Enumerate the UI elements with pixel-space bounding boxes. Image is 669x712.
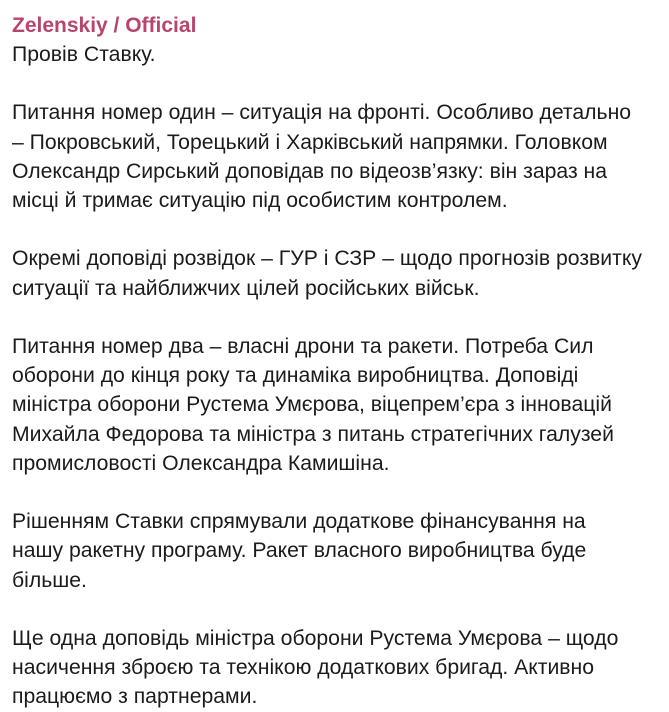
text-line: оборони до кінця року та динаміка виробництва. Доповіді: [12, 364, 579, 388]
text-line: промисловості Олександра Камишіна.: [12, 451, 390, 475]
text-line: Рішенням Ставки спрямували додаткове фінансування на: [12, 510, 586, 534]
text-line: Олександр Сирський доповідав по відеозв’язку: він зараз на: [12, 159, 608, 183]
paragraph-gap: [12, 478, 657, 507]
paragraph-4: [12, 332, 657, 478]
text-line: насичення зброєю та технікою додаткових бригад. Активно: [12, 656, 595, 680]
paragraph-1: [12, 40, 657, 69]
post-text: [12, 40, 657, 712]
text-line: більше.: [12, 568, 87, 592]
text-line: Провів Ставку.: [12, 43, 156, 66]
paragraph-5: [12, 507, 657, 595]
text-line: Михайла Федорова та міністра з питань стратегічних галузей: [12, 422, 614, 446]
text-line: Окремі доповіді розвідок – ГУР і СЗР – щодо прогнозів розвитку: [12, 247, 642, 271]
paragraph-6: [12, 624, 657, 712]
text-line: ситуації та найближчих цілей російських військ.: [12, 276, 480, 300]
paragraph-gap: [12, 303, 657, 332]
paragraph-gap: [12, 215, 657, 244]
text-line: Ще одна доповідь міністра оборони Рустема Умєрова – щодо: [12, 626, 619, 650]
paragraph-2: [12, 98, 657, 215]
channel-name-link[interactable]: Zelenskiy / Official: [12, 14, 197, 37]
text-line: місці й тримає ситуацію під особистим контролем.: [12, 189, 508, 212]
text-line: Питання номер два – власні дрони та ракети. Потреба Сил: [12, 334, 594, 358]
paragraph-gap: [12, 69, 657, 98]
paragraph-3: [12, 244, 657, 302]
text-line: – Покровський, Торецький і Харківський напрямки. Головком: [12, 130, 608, 154]
text-line: працюємо з партнерами.: [12, 685, 258, 709]
text-line: міністра оборони Рустема Умєрова, віцепрем’єра з інновацій: [12, 393, 612, 417]
text-line: нашу ракетну програму. Ракет власного виробництва буде: [12, 539, 587, 563]
text-line: Питання номер один – ситуація на фронті. Особливо детально: [12, 101, 632, 125]
paragraph-gap: [12, 595, 657, 624]
